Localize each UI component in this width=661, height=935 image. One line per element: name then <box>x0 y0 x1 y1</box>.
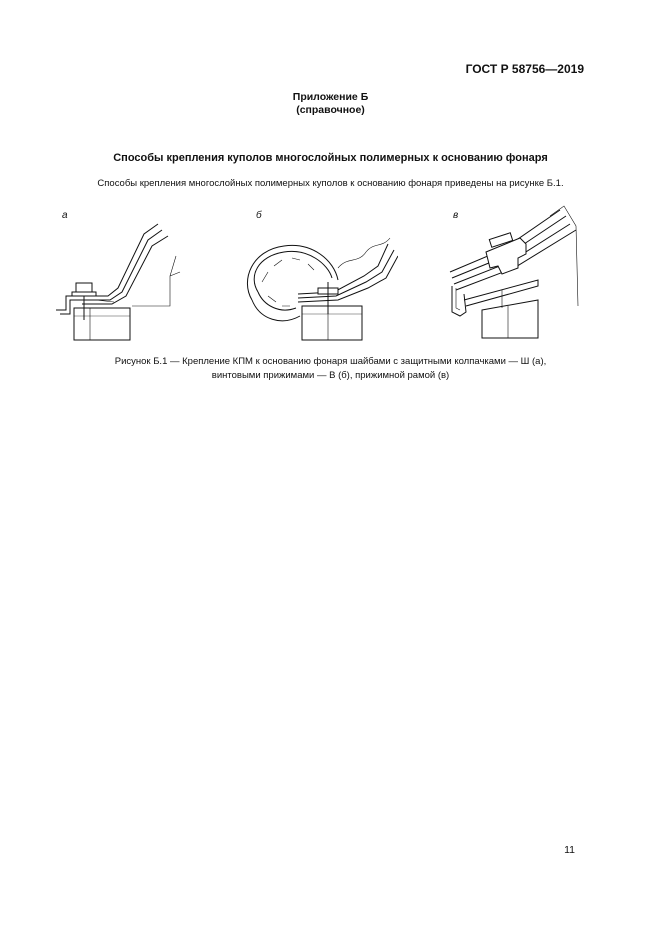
standard-number: ГОСТ Р 58756—2019 <box>465 62 584 76</box>
figure-label-a: а <box>62 210 68 221</box>
section-heading: Способы крепления куполов многослойных полимерных к основанию фонаря <box>113 152 548 164</box>
figure-caption <box>0 355 661 383</box>
page-number: 11 <box>564 844 575 856</box>
drawing-b-screw-clamp <box>238 196 398 346</box>
figure-caption-line-1: Рисунок Б.1 — Крепление КПМ к основанию фонаря шайбами с защитными колпачками — Ш (а), <box>114 356 547 367</box>
base-block <box>482 300 538 338</box>
base-block <box>74 308 130 340</box>
drawing-a-washer-fastening <box>52 196 182 346</box>
figure-label-b: б <box>256 210 262 221</box>
figure-caption-line-2: винтовыми прижимами — В (б), прижимной рамой (в) <box>211 370 450 381</box>
drawing-v-pressing-frame <box>442 196 582 346</box>
appendix-header <box>0 91 661 117</box>
appendix-title: Приложение Б <box>292 91 369 103</box>
base-block <box>302 306 362 340</box>
intro-paragraph: Способы крепления многослойных полимерных куполов к основанию фонаря приведены на рисунке Б.1. <box>97 178 564 189</box>
appendix-subtitle: (справочное) <box>296 104 365 116</box>
figure-label-v: в <box>453 210 459 221</box>
